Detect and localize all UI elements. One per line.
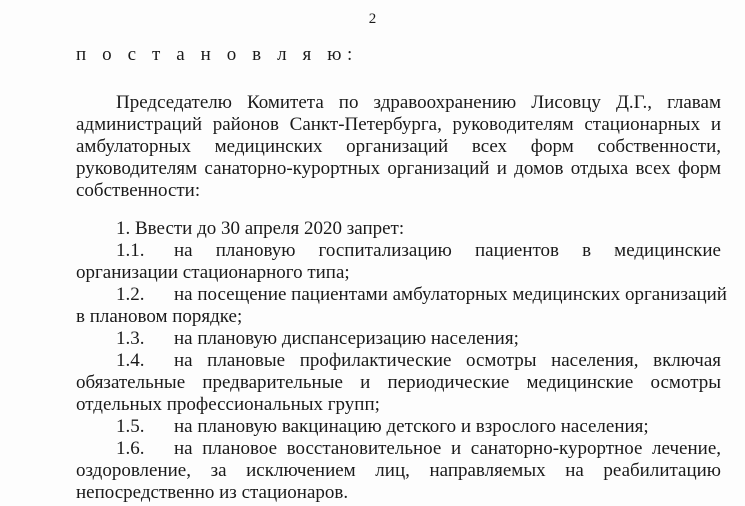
subitem-line: на плановую вакцинацию детского и взрослого населения; bbox=[174, 416, 649, 437]
subitem-line: организации стационарного типа; bbox=[76, 262, 350, 283]
item-1-heading: 1. Ввести до 30 апреля 2020 запрет: bbox=[116, 218, 405, 239]
subitem-line: оздоровление, за исключением лиц, направляемых на реабилитацию bbox=[76, 460, 721, 481]
subitem-line: на плановые профилактические осмотры населения, включая bbox=[174, 350, 721, 371]
intro-line: администраций районов Санкт-Петербурга, руководителям стационарных и bbox=[76, 114, 721, 135]
subitem-line: отдельных профессиональных групп; bbox=[76, 394, 380, 415]
subitem-number: 1.5. bbox=[116, 416, 145, 437]
subitem-line: в плановом порядке; bbox=[76, 306, 243, 327]
subitem-number: 1.4. bbox=[116, 350, 145, 371]
intro-line: Председателю Комитета по здравоохранению Лисовцу Д.Г., главам bbox=[116, 92, 721, 113]
subitem-line: непосредственно из стационаров. bbox=[76, 482, 349, 503]
subitem-number: 1.2. bbox=[116, 284, 145, 305]
intro-line: собственности: bbox=[76, 180, 201, 201]
intro-line: руководителям санаторно-курортных организаций и домов отдыха всех форм bbox=[76, 158, 721, 179]
subitem-line: на плановую диспансеризацию населения; bbox=[174, 328, 519, 349]
intro-line: амбулаторных медицинских организаций всех форм собственности, bbox=[76, 136, 721, 157]
subitem-line: обязательные предварительные и периодические медицинские осмотры bbox=[76, 372, 721, 393]
subitem-line: на плановое восстановительное и санаторно-курортное лечение, bbox=[174, 438, 721, 459]
page-number: 2 bbox=[368, 11, 377, 27]
subitem-number: 1.6. bbox=[116, 438, 145, 459]
subitem-line: на плановую госпитализацию пациентов в медицинские bbox=[174, 240, 721, 261]
decree-word: п о с т а н о в л я ю: bbox=[76, 44, 358, 65]
subitem-number: 1.3. bbox=[116, 328, 145, 349]
subitem-line: на посещение пациентами амбулаторных медицинских организаций bbox=[174, 284, 727, 305]
subitem-number: 1.1. bbox=[116, 240, 145, 261]
